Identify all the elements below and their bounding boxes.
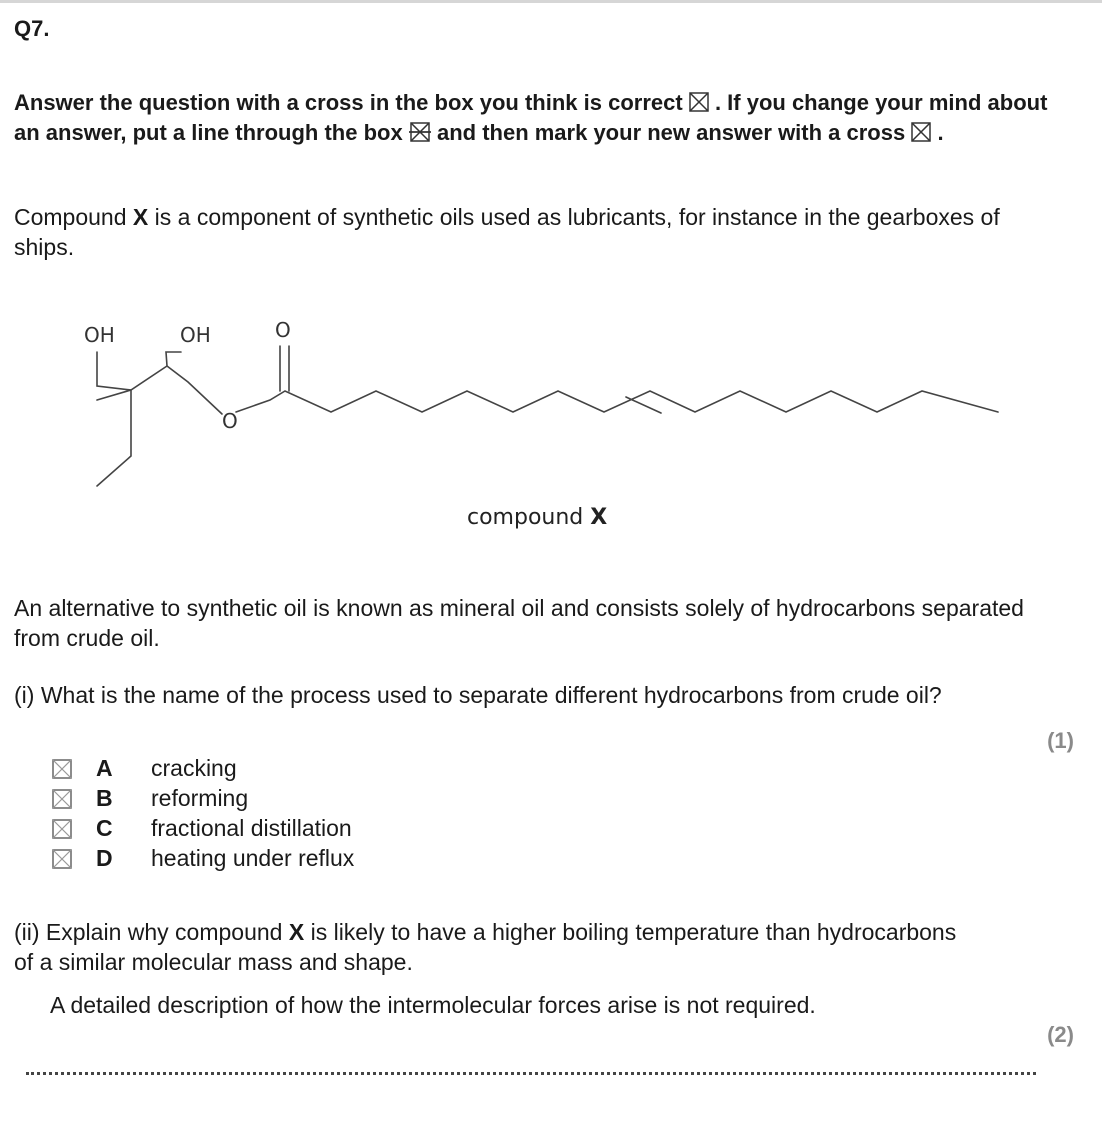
top-divider (0, 0, 1102, 3)
part-ii-marks: (2) (1047, 1022, 1074, 1047)
instruction-text-1: Answer the question with a cross in the box you think is correct (14, 90, 683, 115)
compound-x-label: X (288, 919, 305, 945)
mineral-oil-paragraph: An alternative to synthetic oil is known as mineral oil and consists solely of hydrocarbons separated from crude oil. (14, 595, 1024, 651)
part-ii-text-end: is likely to have a higher boiling temperature than hydrocarbons of a similar molecular mass and shape. (14, 919, 957, 975)
option-text: reforming (151, 785, 249, 811)
answer-checkbox-icon[interactable] (52, 849, 72, 869)
oh-label-1: OH (84, 323, 115, 347)
intro-paragraph (14, 203, 1014, 262)
question-number: Q7. (14, 16, 50, 41)
instruction-text-2: . If you change your mind about an answer, put a line through the box (14, 90, 1048, 145)
compound-x-structure (80, 312, 1020, 502)
structure-caption (467, 505, 607, 530)
answer-instructions (14, 88, 1074, 147)
option-letter: D (96, 845, 113, 871)
option-letter: B (96, 785, 113, 811)
part-ii-question (14, 918, 974, 977)
crossed-box-icon (689, 92, 709, 112)
option-letter: A (96, 755, 113, 781)
answer-line[interactable] (26, 1072, 1036, 1075)
crossed-box-icon (911, 122, 931, 142)
part-i-marks: (1) (1047, 728, 1074, 753)
oh-label-2: OH (180, 323, 211, 347)
caption-x: X (590, 505, 608, 530)
caption-text: compound (467, 505, 591, 530)
instruction-text-4: . (937, 119, 944, 145)
carbonyl-o-label: O (275, 318, 291, 342)
option-letter: C (96, 815, 113, 841)
answer-checkbox-icon[interactable] (52, 789, 72, 809)
instruction-text-3: and then mark your new answer with a cross (436, 119, 906, 145)
answer-checkbox-icon[interactable] (52, 759, 72, 779)
struck-box-icon (409, 122, 431, 142)
option-text: heating under reflux (151, 845, 355, 871)
intro-text: Compound (14, 204, 133, 230)
part-ii-text: (ii) Explain why compound (14, 919, 289, 945)
ester-o-label: O (222, 409, 238, 433)
answer-checkbox-icon[interactable] (52, 819, 72, 839)
compound-x-label: X (132, 204, 149, 230)
part-ii-note: A detailed description of how the intermolecular forces arise is not required. (50, 992, 816, 1018)
part-i-question: (i) What is the name of the process used to separate different hydrocarbons from crude oil? (14, 682, 942, 708)
intro-text-end: is a component of synthetic oils used as lubricants, for instance in the gearboxes of ships. (14, 204, 1000, 260)
option-text: cracking (151, 755, 237, 781)
option-text: fractional distillation (151, 815, 352, 841)
